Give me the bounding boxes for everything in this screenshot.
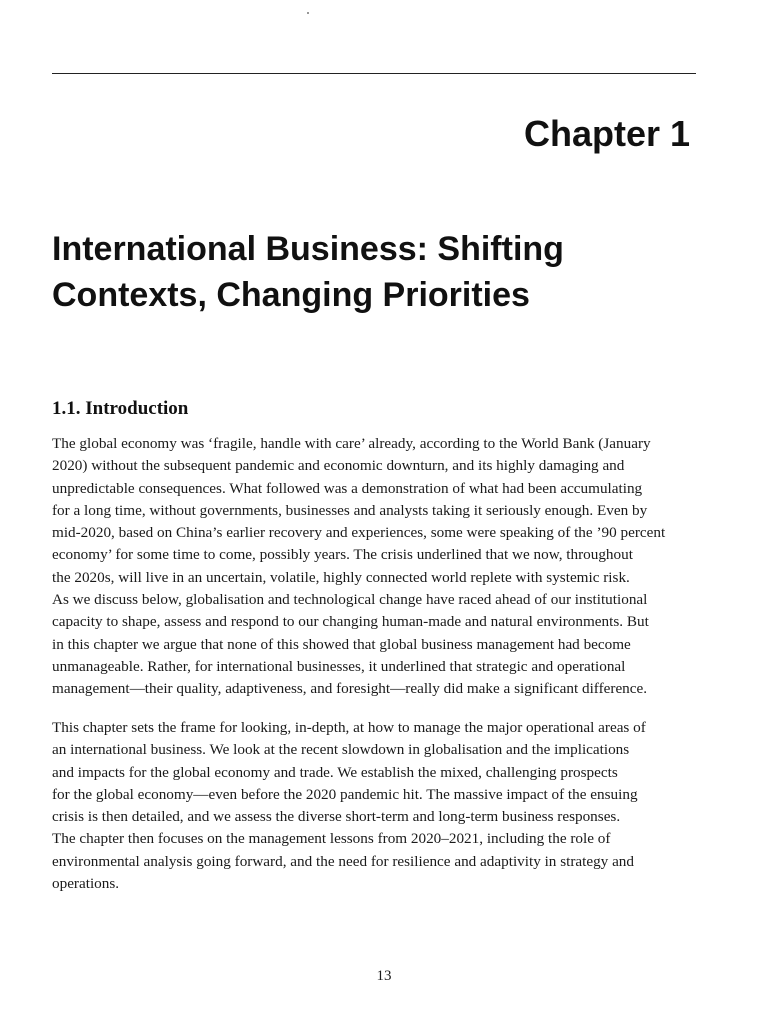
paragraph-line: 2020) without the subsequent pandemic and economic downturn, and its highly damaging and	[52, 457, 625, 475]
paragraph-line: environmental analysis going forward, and the need for resilience and adaptivity in strategy and	[52, 852, 634, 870]
paragraph-line: management—their quality, adaptiveness, and foresight—really did make a significant difference.	[52, 680, 648, 698]
paragraph-line: and impacts for the global economy and trade. We establish the mixed, challenging prospects	[52, 763, 618, 781]
paragraph-line: The global economy was ‘fragile, handle with care’ already, according to the World Bank (January	[52, 435, 651, 452]
paragraph-1	[52, 433, 712, 701]
paragraph-line: This chapter sets the frame for looking, in-depth, at how to manage the major operational areas of	[52, 719, 646, 736]
paragraph-line: for a long time, without governments, businesses and analysts taking it seriously enough. Even by	[52, 501, 648, 519]
chapter-title	[52, 226, 712, 318]
chapter-label: Chapter 1	[523, 113, 690, 154]
paragraph-line: an international business. We look at the recent slowdown in globalisation and the implications	[52, 741, 630, 759]
paragraph-line: As we discuss below, globalisation and technological change have raced ahead of our institutional	[52, 591, 648, 609]
paragraph-line: for the global economy—even before the 2020 pandemic hit. The massive impact of the ensuing	[52, 785, 638, 803]
paragraph-line: economy’ for some time to come, possibly years. The crisis underlined that we now, throughout	[52, 546, 633, 564]
paragraph-line: capacity to shape, assess and respond to our changing human-made and natural environments. But	[52, 613, 649, 631]
section-heading: 1.1. Introduction	[52, 398, 189, 419]
paragraph-line: crisis is then detailed, and we assess the diverse short-term and long-term business responses.	[52, 808, 621, 826]
chapter-top-rule	[52, 73, 696, 74]
paragraph-2	[52, 717, 712, 895]
chapter-title-line: International Business: Shifting	[52, 230, 564, 268]
paragraph-line: unmanageable. Rather, for international businesses, it underlined that strategic and operational	[52, 657, 626, 675]
paragraph-line: The chapter then focuses on the management lessons from 2020–2021, including the role of	[52, 830, 611, 848]
paragraph-line: operations.	[52, 875, 120, 893]
paragraph-line: unpredictable consequences. What followed was a demonstration of what had been accumulating	[52, 479, 643, 497]
paragraph-line: mid-2020, based on China’s earlier recovery and experiences, some were speaking of the ’90 percent	[52, 524, 666, 542]
scan-speck	[307, 12, 309, 14]
paragraph-line: the 2020s, will live in an uncertain, volatile, highly connected world replete with systemic risk.	[52, 568, 630, 586]
page-number: 13	[376, 968, 392, 984]
paragraph-line: in this chapter we argue that none of this showed that global business management had become	[52, 635, 631, 653]
chapter-title-line: Contexts, Changing Priorities	[52, 276, 530, 314]
